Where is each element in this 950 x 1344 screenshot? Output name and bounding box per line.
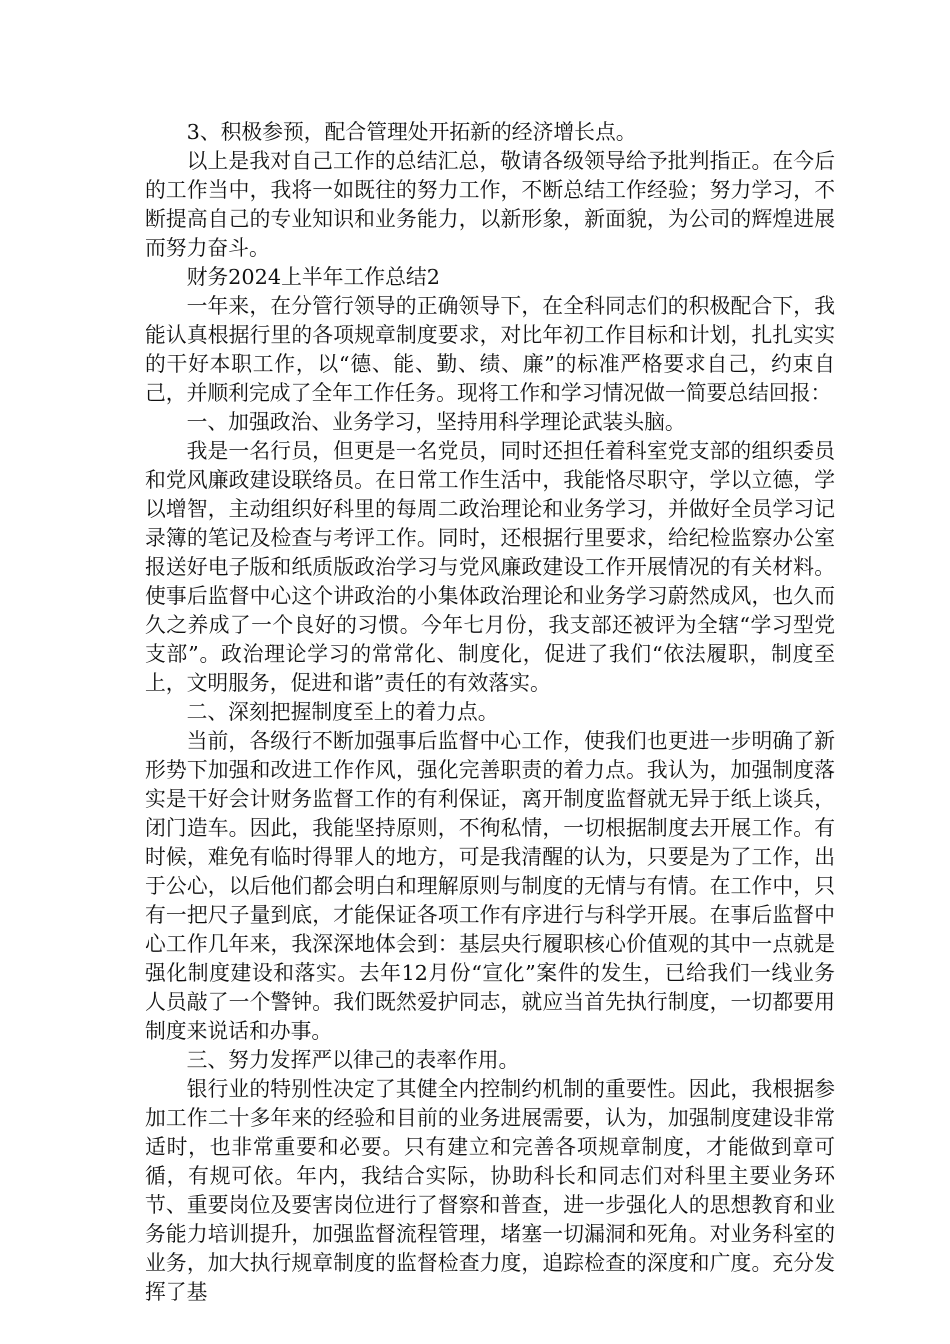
section-2-paragraph: 当前，各级行不断加强事后监督中心工作，使我们也更进一步明确了新形势下加强和改进工作作风，强化完善职责的着力点。我认为，加强制度落实是干好会计财务监督工作的有利保证，离开制度监督就无异于纸上谈兵，闭门造车。因此，我能坚持原则，不徇私情，一切根据制度去开展工作。有时候，难免有临时得罪人的地方，可是我清醒的认为，只要是为了工作，出于公心，以后他们都会明白和理解原则与制度的无情与有情。在工作中，只有一把尺子量到底，才能保证各项工作有序进行与科学开展。在事后监督中心工作几年来，我深深地体会到：基层央行履职核心价值观的其中一点就是强化制度建设和落实。去年12月份“宣化”案件的发生，已给我们一线业务人员敲了一个警钟。我们既然爱护同志，就应当首先执行制度，一切都要用制度来说话和办事。 <box>145 729 835 1043</box>
section-heading-1: 一、加强政治、业务学习，坚持用科学理论武装头脑。 <box>186 410 686 434</box>
closing-paragraph: 以上是我对自己工作的总结汇总，敬请各级领导给予批判指正。在今后的工作当中，我将一如既往的努力工作，不断总结工作经验；努力学习，不断提高自己的专业知识和业务能力，以新形象，新面貌，为公司的辉煌进展而努力奋斗。 <box>145 149 835 260</box>
document-body <box>145 118 835 1307</box>
list-item-3: 3、积极参预，配合管理处开拓新的经济增长点。 <box>186 120 637 144</box>
section-1-paragraph: 我是一名行员，但更是一名党员，同时还担任着科室党支部的组织委员和党风廉政建设联络员。在日常工作生活中，我能恪尽职守，学以立德，学以增智，主动组织好科里的每周二政治理论和业务学习，并做好全员学习记录簿的笔记及检查与考评工作。同时，还根据行里要求，给纪检监察办公室报送好电子版和纸质版政治学习与党风廉政建设工作开展情况的有关材料。使事后监督中心这个讲政治的小集体政治理论和业务学习蔚然成风，也久而久之养成了一个良好的习惯。今年七月份，我支部还被评为全辖“学习型党支部”。政治理论学习的常常化、制度化，促进了我们“依法履职，制度至上，文明服务，促进和谐”责任的有效落实。 <box>145 439 835 695</box>
section-3-paragraph: 银行业的特别性决定了其健全内控制约机制的重要性。因此，我根据参加工作二十多年来的经验和目前的业务进展需要，认为，加强制度建设非常适时，也非常重要和必要。只有建立和完善各项规章制度，才能做到章可循，有规可依。年内，我结合实际，协助科长和同志们对科里主要业务环节、重要岗位及要害岗位进行了督察和普查，进一步强化人的思想教育和业务能力培训提升，加强监督流程管理，堵塞一切漏洞和死角。对业务科室的业务，加大执行规章制度的监督检查力度，追踪检查的深度和广度。充分发挥了基 <box>145 1077 835 1304</box>
section-title: 财务2024上半年工作总结2 <box>186 265 440 289</box>
section-heading-2: 二、深刻把握制度至上的着力点。 <box>186 700 499 724</box>
section-heading-3: 三、努力发挥严以律己的表率作用。 <box>186 1048 520 1072</box>
intro-paragraph: 一年来，在分管行领导的正确领导下，在全科同志们的积极配合下，我能认真根据行里的各项规章制度要求，对比年初工作目标和计划，扎扎实实的干好本职工作，以“德、能、勤、绩、廉”的标准严格要求自己，约束自己，并顺利完成了全年工作任务。现将工作和学习情况做一简要总结回报： <box>145 294 835 405</box>
